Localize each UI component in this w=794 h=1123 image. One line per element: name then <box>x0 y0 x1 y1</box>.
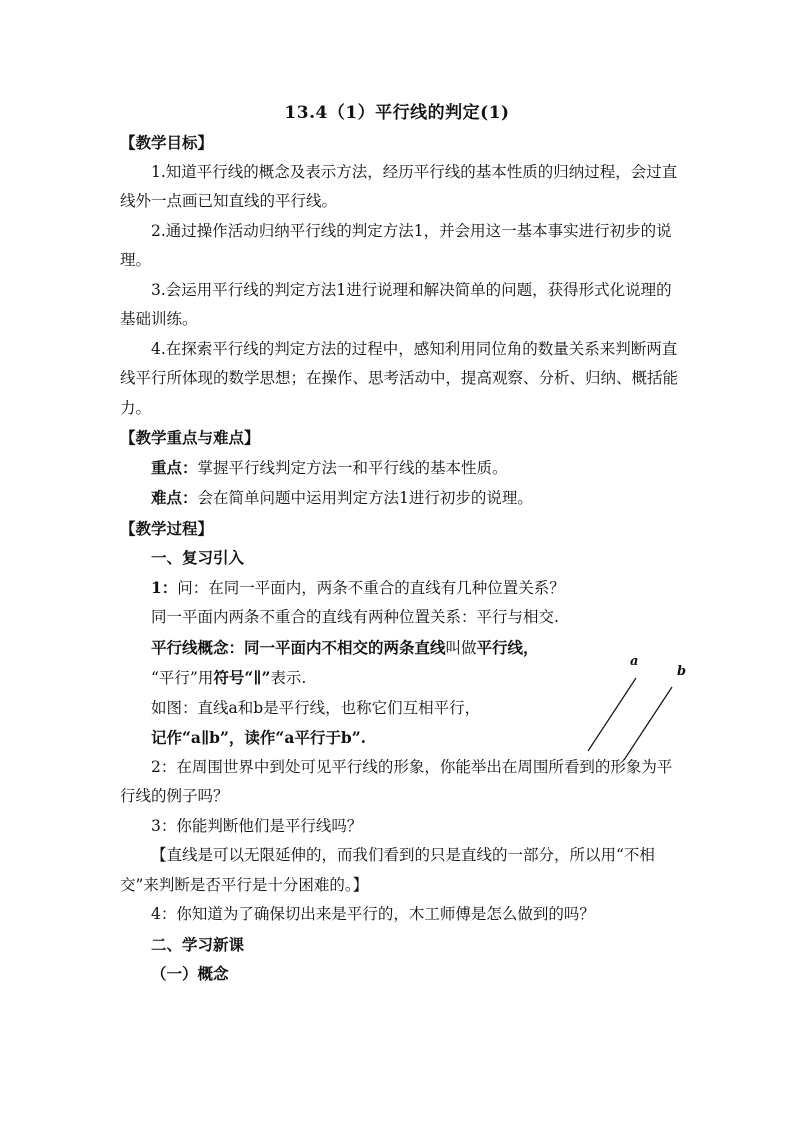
label-b: b <box>677 664 687 679</box>
note-paragraph: 【直线是可以无限延伸的，而我们看到的只是直线的一部分，所以用“不相交”来判断是否平行是十分困难的。】 <box>120 846 655 894</box>
difficulty-label: 难点： <box>151 488 198 507</box>
question-1-text: 问：在同一平面内，两条不重合的直线有几种位置关系？ <box>177 578 565 597</box>
difficulty <box>120 483 680 514</box>
objective-3: 3.会运用平行线的判定方法1进行说理和解决简单的问题，获得形式化说理的基础训练。 <box>120 280 672 328</box>
label-a: a <box>630 654 639 669</box>
symbol-line <box>120 663 560 694</box>
objectives-heading: 【教学目标】 <box>120 133 214 152</box>
key-point-label: 重点： <box>151 457 198 477</box>
key-point-text: 掌握平行线判定方法一和平行线的基本性质。 <box>197 458 508 477</box>
symbol-suffix: 表示. <box>270 669 307 687</box>
part1-heading: 一、复习引入 <box>151 548 245 567</box>
objective-2: 2.通过操作活动归纳平行线的判定方法1，并会用这一基本事实进行初步的说理。 <box>120 221 672 269</box>
line-a <box>588 678 636 751</box>
question-3: 3：你能判断他们是平行线吗？ <box>151 816 363 835</box>
key-point <box>120 453 680 484</box>
question-2: 2：在周围世界中到处可见平行线的形象，你能举出在周围所看到的形象为平行线的例子吗？ <box>120 757 673 805</box>
concept-bold: 平行线概念：同一平面内不相交的两条直线 <box>151 637 446 657</box>
question-4: 4：你知道为了确保切出来是平行的，木工师傅是怎么做到的吗？ <box>151 905 595 923</box>
subsection-1-heading: （一）概念 <box>151 964 229 983</box>
document-body <box>120 128 680 989</box>
objective-4: 4.在探索平行线的判定方法的过程中，感知利用同位角的数量关系来判断两直线平行所体现的数学思想；在操作、思考活动中，提高观察、分析、归纳、概括能力。 <box>120 339 679 417</box>
symbol-prefix: “平行”用 <box>151 669 214 687</box>
process-heading: 【教学过程】 <box>120 518 214 538</box>
answer-1: 同一平面内两条不重合的直线有两种位置关系：平行与相交. <box>151 608 559 626</box>
notation-line: 记作“a∥b”，读作“a平行于b”. <box>151 728 367 747</box>
objective-1: 1.知道平行线的概念及表示方法，经历平行线的基本性质的归纳过程，会过直线外一点画已知直线的平行线。 <box>120 162 678 210</box>
concept-plain: 叫做 <box>445 638 477 657</box>
question-1-label: 1： <box>151 577 178 597</box>
parallel-concept <box>120 633 560 664</box>
difficulty-text: 会在简单问题中运用判定方法1进行初步的说理。 <box>197 489 533 507</box>
concept-bold-2: 平行线， <box>476 637 539 657</box>
page-title: 13.4（1）平行线的判定(1) <box>284 103 510 123</box>
figure-description: 如图：直线a和b是平行线，也称它们互相平行， <box>151 698 481 717</box>
parallel-lines-figure <box>580 650 690 760</box>
line-b <box>624 687 672 760</box>
question-1 <box>120 573 680 604</box>
keypoints-heading: 【教学重点与难点】 <box>120 428 260 447</box>
part2-heading: 二、学习新课 <box>151 934 245 954</box>
symbol-bold: 符号“∥” <box>213 668 271 687</box>
